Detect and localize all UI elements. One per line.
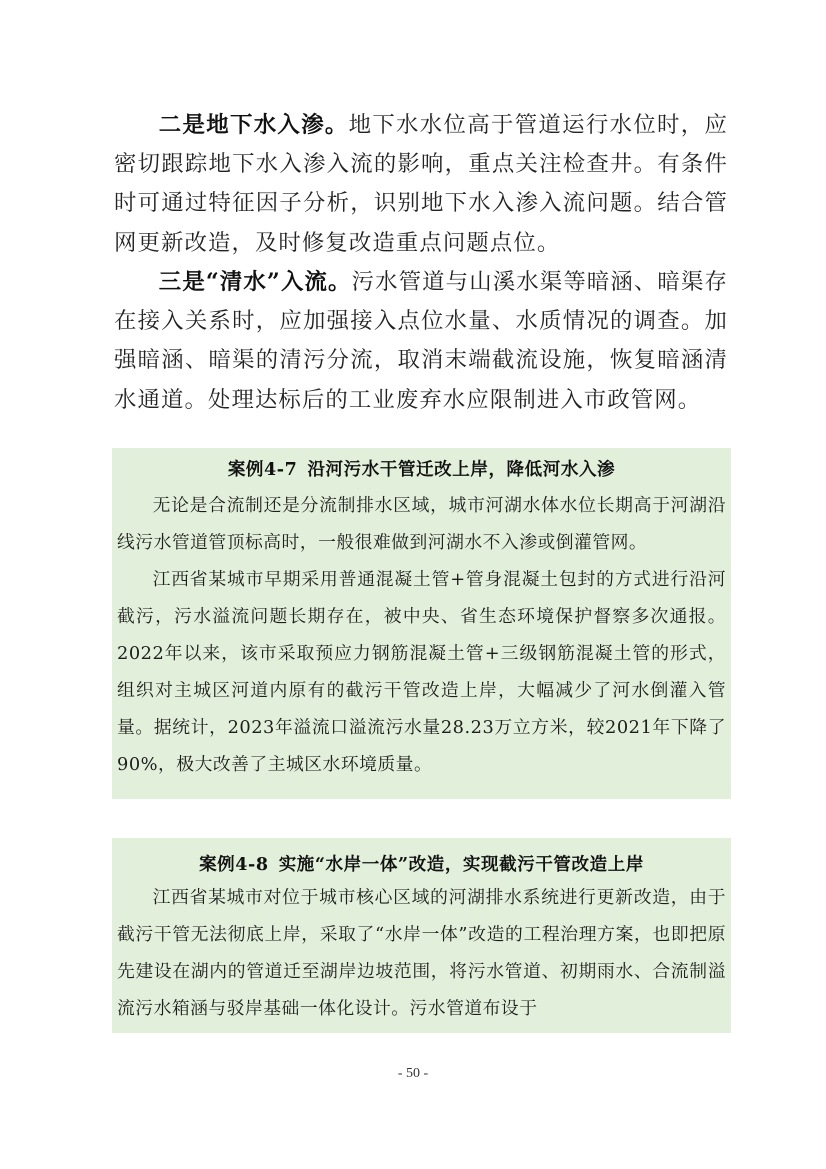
case-body	[117, 487, 726, 783]
case-number: 案例4-8	[199, 855, 269, 875]
case-paragraph: 江西省某城市对位于城市核心区域的河湖排水系统进行更新改造，由于截污干管无法彻底上岸，采取了“水岸一体”改造的工程治理方案，也即把原先建设在湖内的管道迁至湖岸边坡范围，将污水管道、初期雨水、合流制溢流污水箱涵与驳岸基础一体化设计。污水管道布设于	[117, 887, 726, 1019]
paragraph-lead-heading: 二是地下水入渗。	[158, 112, 349, 138]
case-title-text: 实施“水岸一体”改造，实现截污干管改造上岸	[278, 855, 644, 875]
case-title	[117, 838, 726, 876]
case-number: 案例4-7	[227, 460, 298, 480]
case-title	[117, 448, 726, 481]
case-box-4-7	[112, 448, 731, 799]
body-paragraph-clean-water	[114, 263, 728, 420]
page-number: - 50 -	[397, 1066, 429, 1081]
case-paragraph: 无论是合流制还是分流制排水区域，城市河湖水体水位长期高于河湖沿线污水管道管顶标高时，一般很难做到河湖水不入渗或倒灌管网。	[117, 495, 726, 553]
paragraph-text: 地下水水位高于管道运行水位时，应密切跟踪地下水入渗入流的影响，重点关注检查井。有条件时可通过特征因子分析，识别地下水入渗入流问题。结合管网更新改造，及时修复改造重点问题点位。	[114, 112, 728, 256]
case-box-4-8	[112, 838, 731, 1033]
paragraph-text: 污水管道与山溪水渠等暗涵、暗渠存在接入关系时，应加强接入点位水量、水质情况的调查。加强暗涵、暗渠的清污分流，取消末端截流设施，恢复暗涵清水通道。处理达标后的工业废弃水应限制进入市政管网。	[114, 269, 728, 413]
case-title-text: 沿河污水干管迁改上岸，降低河水入渗	[307, 460, 616, 480]
case-paragraph: 江西省某城市早期采用普通混凝土管+管身混凝土包封的方式进行沿河截污，污水溢流问题长期存在，被中央、省生态环境保护督察多次通报。2022年以来，该市采取预应力钢筋混凝土管+三级钢筋混凝土管的形式，组织对主城区河道内原有的截污干管改造上岸，大幅减少了河水倒灌入管量。据统计，2023年溢流口溢流污水量28.23万立方米，较2021年下降了90%，极大改善了主城区水环境质量。	[117, 569, 726, 775]
body-paragraph-groundwater	[114, 106, 728, 263]
paragraph-lead-heading: 三是“清水”入流。	[158, 269, 352, 295]
case-body	[117, 879, 726, 1027]
